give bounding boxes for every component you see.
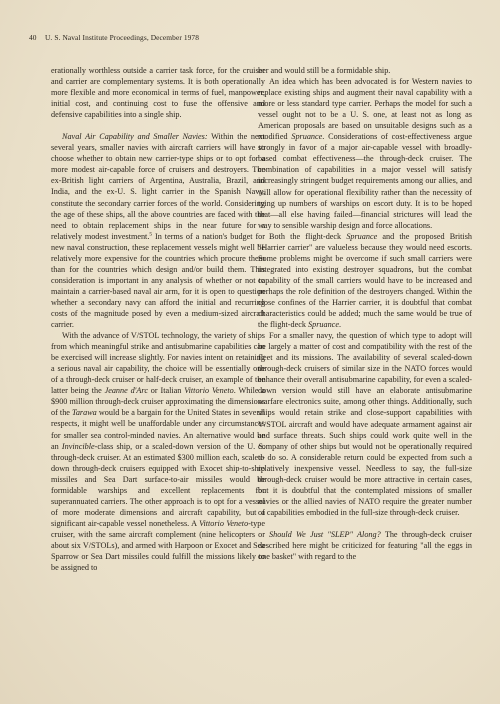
text: With the advance of V/STOL technology, the variety of ships from which meaningful strike and antisubmarine capabilities can be exercised will increase slightly. For navies intent on retaining a serious naval air capability, the choice will be essentially one of a through-deck cruiser or half-deck cruiser, an example of the latter being the [51,331,265,396]
paragraph [258,529,472,562]
section-heading: Should We Just "SLEP" Along? [269,529,381,539]
text: -type cruiser, with the same aircraft complement (nine helicopters or about six V/STOLs), and armed with Harpoon or Exocet and Sea Sparrow or Sea Dart missiles could fulfill the missions likely to be assigned to [51,518,265,573]
text: . Considerations of cost-effectiveness argue strongly in favor of a major air-capable vessel with broadly-based combat effectiveness—the through-deck cruiser. The combination of capabilities in a major vessel will satisfy increasingly stringent budget requirements among our allies, and will allow for operational flexibility rather than the necessity of tying up numbers of warships on escort duty. It is to be hoped that—all else having failed—financial strictures will lead the way to sensible warship design and force allocations. [258,132,472,230]
paragraph [51,330,265,573]
paragraph: erationally worthless outside a carrier task force, for the cruiser and carrier are complementary systems. It is both operationally more flexible and more economical in terms of fuel, manpower, initial cost, and continuing cost to fuse the offensive and defensive capabilities into a single ship. [51,66,265,120]
paragraph [258,231,472,330]
paragraph [51,131,265,330]
paragraph: For a smaller navy, the question of which type to adopt will be largely a matter of cost and compatibility with the rest of the fleet and its missions. The availability of several scaled-down through-deck cruisers of similar size in the NATO forces would enhance their overall antisubmarine capability, for even a scaled-down version would still have an elaborate antisubmarine warfare electronics suite, among other things. Additionally, such ships would retain strike and close-support capabilities with V/STOL aircraft and would have adequate armament against air and surface threats. Such ships could work quite well in the company of other ships but would not be operationally required to do so. A considerable return could be expected from such a relatively inexpensive vessel. Needless to say, the full-size through-deck cruiser would be more attractive in certain cases, but it is doubtful that the contemplated missions of smaller navies or the allied navies of NATO require the greater number of capabilities embodied in the full-size through-deck cruiser. [258,331,472,517]
page-number: 40 [29,33,37,42]
running-title: U. S. Naval Institute Proceedings, December 1978 [45,33,200,42]
ship-name: Spruance [291,132,323,142]
ship-name: Spruance [346,231,378,241]
text: -class ship, or a scaled-down version of the U. S. through-deck cruiser. At an estimated $300 million each, scaled-down through-deck cruisers equipped with Exocet ship-to-ship missiles and Sea Dart surface-to-air missiles would be formidable warships and excellent replacements for superannuated carriers. The other approach is to opt for a vessel of more moderate dimensions and aircraft capability, but a significant air-capable vessel nonetheless. A [51,441,265,528]
text: Both the flight-deck [269,231,347,241]
text: and the proposed British "Harrier carrier" are valueless because they would need escorts. Some problems might be overcome if such small carriers were integrated into existing destroyer squadrons, but the combat capability of the small carriers would have to be increased and perhaps the role definition of the destroyers changed. Within the close confines of the Harrier carrier, it is doubtful that combat characteristics could be added; much the same would be true of the flight-deck [258,231,472,330]
text: Within the next several years, smaller navies with aircraft carriers will have to choose whether to obtain new carrier-type ships or to opt for a more modest air-capable force of cruisers and destroyers. The ex-British light carriers of Argentina, Australia, Brazil, and India, and the ex-U. S. light carrier in the Spanish Navy, constitute the secondary carrier forces of the world. Considering the age of these ships, all the above countries are faced with the need to obtain replacement ships in the near future for a relatively modest investment. [51,132,265,241]
running-header [29,33,469,42]
text: would be a bargain for the United States in several respects, it might well be unaffordable under any circumstances for smaller sea control-minded navies. An alternative would be an [51,408,265,451]
text: or Italian [147,386,185,396]
paragraph [258,76,472,231]
ship-name: Vittorio Veneto [199,518,249,528]
ship-name: Vittorio Veneto [184,386,234,396]
section-heading: Naval Air Capability and Smaller Navies: [62,132,208,142]
text: In terms of a nation's budget for new naval construction, these replacement vessels might well be relatively more expensive for the countries which procure them than for the countries which design and/or build them. This consideration is important in any analysis of whether or not to maintain a carrier-based naval air arm, for it is open to question whether a secondary navy can afford the initial and recurring costs of the magnitude posed by even a medium-sized aircraft carrier. [51,231,265,330]
footnote-ref: 5 [149,230,153,237]
text: An idea which has been advocated is for Western navies to replace existing ships and augment their naval capability with a more or less standard type carrier. Perhaps the model for such a vessel ought not to be a U. S. one, at least not as long as American proposals are based on unsuitable designs such as a modified [258,77,472,142]
ship-name: Jeanne d'Arc [104,386,148,396]
text: . While a $900 million through-deck cruiser approximating the dimensions of the [51,386,265,418]
left-column [51,65,265,690]
text: . [338,320,342,330]
paragraph: her and would still be a formidable ship. [258,66,391,75]
right-column [258,65,472,690]
ship-name: Tarawa [72,408,97,418]
text: The through-deck cruiser described here might be criticized for featuring "all the eggs in one basket" with regard to the [258,529,472,562]
ship-name: Spruance [308,320,339,330]
ship-name: Invincible [61,441,95,451]
